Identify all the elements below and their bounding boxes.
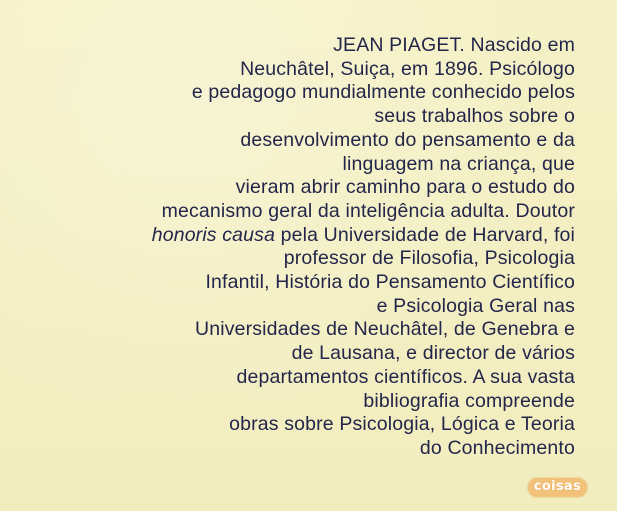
- author-biography: [15, 34, 575, 461]
- honoris-causa-phrase: honoris causa: [151, 223, 276, 246]
- bio-line-11: Infantil, História do Pensamento Científico: [205, 271, 575, 294]
- bio-line-10: professor de Filosofia, Psicologia: [283, 247, 575, 270]
- bio-line-7: vieram abrir caminho para o estudo do: [235, 176, 575, 199]
- bio-line-9-text: pela Universidade de Harvard, foi: [280, 223, 575, 246]
- bio-line-1: JEAN PIAGET. Nascido em: [333, 34, 575, 56]
- bio-line-2: Neuchâtel, Suiça, em 1896. Psicólogo: [240, 57, 575, 80]
- bio-line-3: e pedagogo mundialmente conhecido pelos: [191, 81, 575, 104]
- bio-line-9: [15, 224, 575, 248]
- bio-line-16: bibliografia compreende: [363, 389, 575, 412]
- bio-line-5: desenvolvimento do pensamento e da: [240, 128, 575, 151]
- bio-line-14: de Lausana, e director de vários: [291, 342, 575, 365]
- bio-line-8: mecanismo geral da inteligência adulta. Doutor: [161, 199, 575, 222]
- bio-line-13: Universidades de Neuchâtel, de Genebra e: [195, 318, 575, 341]
- coisas-watermark-logo: coisas: [528, 478, 587, 497]
- bio-line-12: e Psicologia Geral nas: [376, 294, 575, 317]
- bio-line-4: seus trabalhos sobre o: [374, 105, 575, 128]
- bio-line-17: obras sobre Psicologia, Lógica e Teoria: [229, 413, 575, 436]
- bio-line-18: do Conhecimento: [419, 436, 575, 459]
- bio-line-15: departamentos científicos. A sua vasta: [236, 365, 575, 388]
- bio-line-6: linguagem na criança, que: [342, 152, 575, 175]
